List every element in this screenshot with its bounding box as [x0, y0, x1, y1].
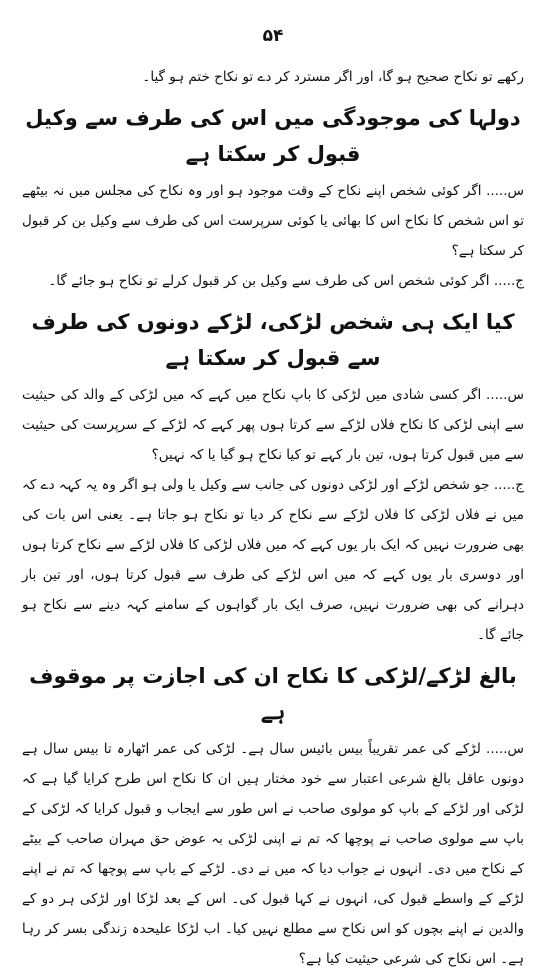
intro-line: رکھے تو نکاح صحیح ہو گا، اور اگر مسترد کر دے تو نکاح ختم ہو گیا۔ — [142, 69, 524, 85]
section-single-person-both-sides — [22, 304, 524, 650]
question-paragraph: س..... اگر کسی شادی میں لڑکی کا باپ نکاح میں کہے کہ میں لڑکی کے والد کی حیثیت سے اپنی لڑکی کا نکاح فلاں لڑکے سے کرتا ہوں پھر کہے کہ لڑکے کے سرپرست کی حیثیت سے میں قبول کرتا ہوں، تین بار کہے تو کیا نکاح ہو گیا یا کہ نہیں؟ — [22, 387, 524, 463]
answer-paragraph: ج..... جو شخص لڑکے اور لڑکی دونوں کی جانب سے وکیل یا ولی ہو اگر وہ یہ کہہ دے کہ میں نے فلاں لڑکی کا فلاں لڑکے سے نکاح کر دیا تو نکاح ہو جاتا ہے۔ یعنی اس بات کی بھی ضرورت نہیں کہ ایک بار یوں کہے کہ میں فلاں لڑکی کا فلاں لڑکے سے نکاح کرتا ہوں اور دوسری بار یوں کہے کہ میں اس لڑکے کی طرف سے قبول کرتا ہوں، اور تین بار دہرانے کی بھی ضرورت نہیں، صرف ایک بار گواہوں کے سامنے کہہ دینے سے نکاح ہو جائے گا۔ — [22, 477, 524, 643]
section-proxy-acceptance — [22, 100, 524, 296]
question-paragraph: س..... اگر کوئی شخص اپنے نکاح کے وقت موجود ہو اور وہ نکاح کی مجلس میں نہ بیٹھے تو اس شخص کا نکاح اس کا بھائی یا کوئی سرپرست اس کی طرف سے وکیل بن کر قبول کر سکتا ہے؟ — [22, 183, 524, 259]
section-adult-consent — [22, 658, 524, 974]
question-paragraph: س..... لڑکے کی عمر تقریباً بیس بائیس سال ہے۔ لڑکی کی عمر اٹھارہ تا بیس سال ہے دونوں عاقل بالغ شرعی اعتبار سے خود مختار ہیں ان کا نکاح اس طرح کرایا گیا ہے کہ لڑکی اور لڑکے کے باپ کو مولوی صاحب نے اس طور سے ایجاب و قبول کرایا کہ لڑکی کے باپ سے مولوی صاحب نے پوچھا کہ تم نے اپنی لڑکی بہ عوض حق مہران صاحب کے بیٹے کے نکاح میں دی۔ انہوں نے جواب دیا کہ میں نے دی۔ لڑکے کے باپ سے پوچھا کہ تم نے اپنے لڑکے کے واسطے قبول کی، انہوں نے کہا قبول کی۔ اس کے بعد لڑکا اور لڑکی ہر دو کے والدین نے اپنے بچوں کو اس نکاح سے مطلع نہیں کیا۔ اب لڑکا علیحدہ زندگی بسر کر رہا ہے۔ اس نکاح کی شرعی حیثیت کیا ہے؟ — [22, 741, 524, 967]
page-number: ۵۴ — [262, 26, 284, 46]
section-heading: بالغ لڑکے/لڑکی کا نکاح ان کی اجازت پر موقوف ہے — [29, 664, 517, 724]
answer-paragraph: ج..... اگر کوئی شخص اس کی طرف سے وکیل بن کر قبول کرلے تو نکاح ہو جائے گا۔ — [48, 273, 524, 289]
section-heading: کیا ایک ہی شخص لڑکی، لڑکے دونوں کی طرف سے قبول کر سکتا ہے — [31, 310, 515, 370]
section-heading: دولہا کی موجودگی میں اس کی طرف سے وکیل قبول کر سکتا ہے — [25, 106, 521, 166]
